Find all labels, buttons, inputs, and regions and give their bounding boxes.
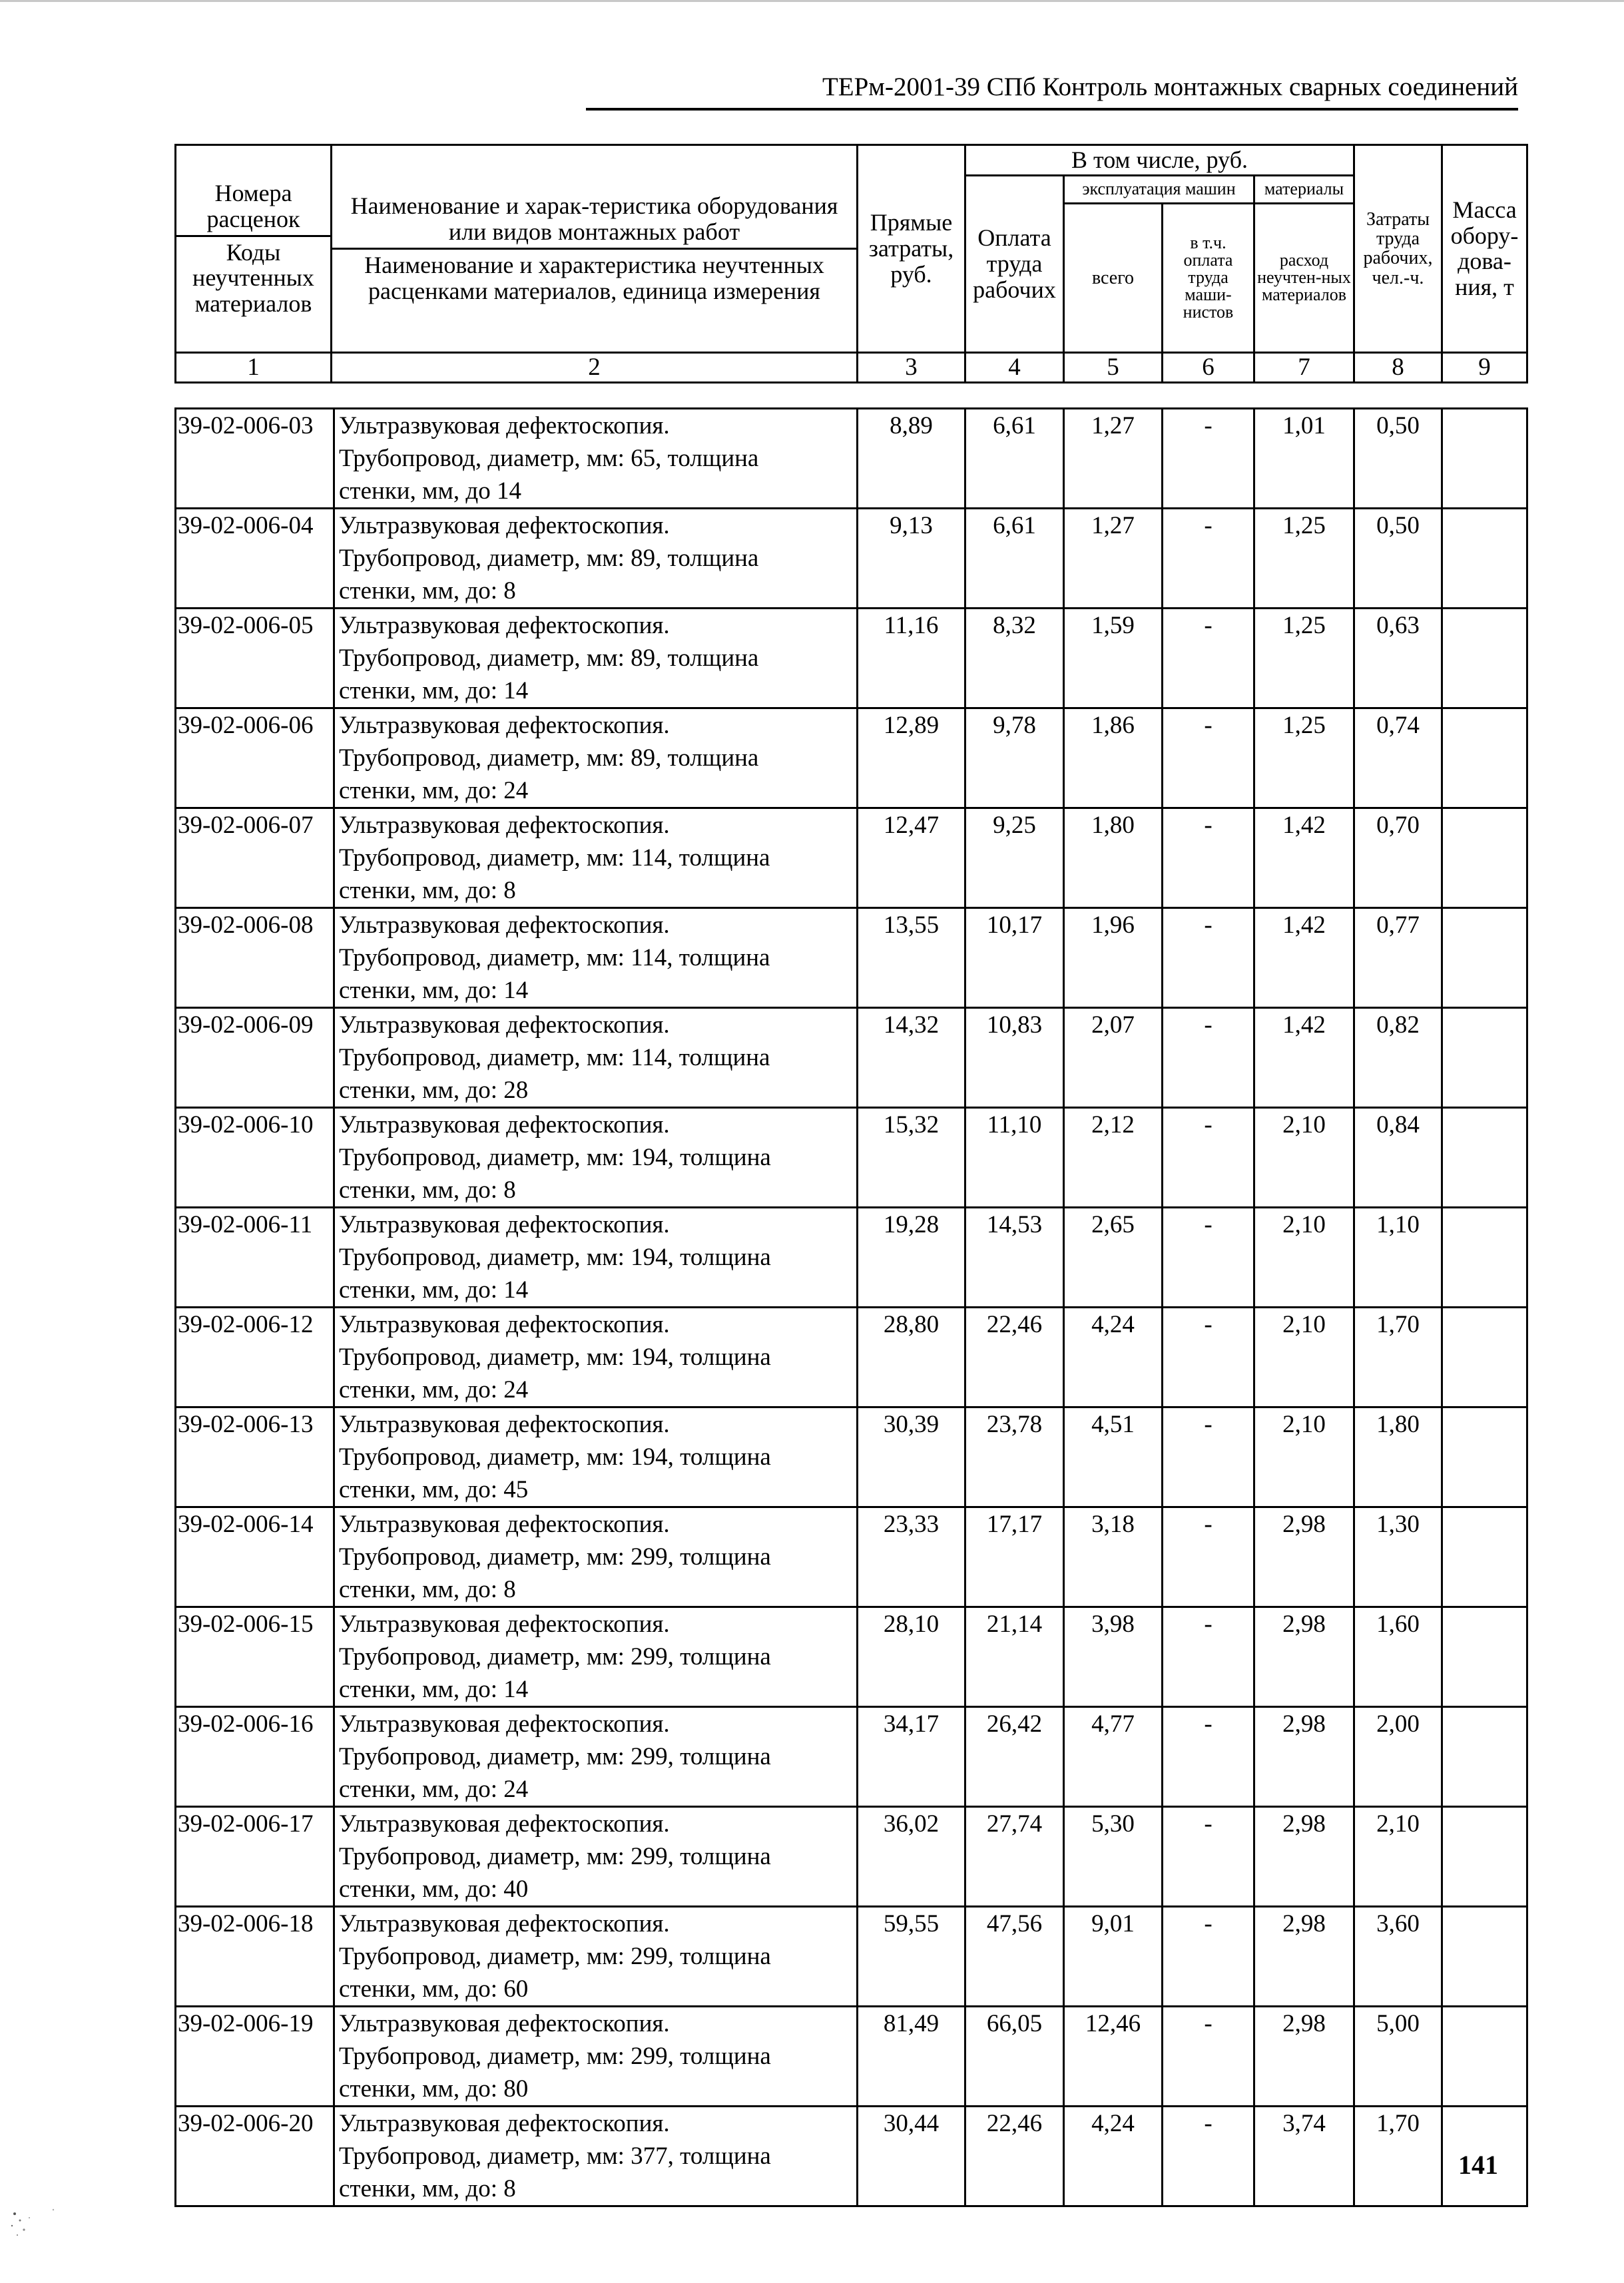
rate-row (176, 409, 1527, 509)
wage-pay-cell: 6,61 (965, 409, 1064, 509)
equipment-mass-cell (1442, 609, 1527, 708)
rate-description (334, 1507, 858, 1607)
description-line: стенки, мм, до: 60 (339, 1975, 529, 2003)
machine-operation-cell: 1,96 (1064, 908, 1163, 1008)
col-head-rate-numbers: Номера расценок Коды неучтенных материалов (176, 145, 332, 353)
description-line: Трубопровод, диаметр, мм: 299, толщина (339, 1743, 771, 1770)
labor-costs-cell: 1,30 (1354, 1507, 1442, 1607)
materials-cell: 1,25 (1254, 509, 1354, 609)
equipment-mass-cell (1442, 1607, 1527, 1707)
rate-code: 39-02-006-16 (176, 1707, 334, 1807)
equipment-mass-cell (1442, 409, 1527, 509)
direct-costs-cell: 28,80 (858, 1308, 965, 1407)
header-rule (586, 108, 1518, 111)
materials-cell: 2,10 (1254, 1208, 1354, 1308)
materials-cell: 2,98 (1254, 1507, 1354, 1607)
labor-costs-cell: 0,74 (1354, 708, 1442, 808)
direct-costs-cell: 15,32 (858, 1108, 965, 1208)
description-line: стенки, мм, до: 8 (339, 877, 516, 904)
column-number: 6 (1163, 352, 1254, 382)
page-number: 141 (1458, 2150, 1498, 2180)
description-line: Трубопровод, диаметр, мм: 194, толщина (339, 1443, 771, 1471)
machine-operation-cell: 4,24 (1064, 2107, 1163, 2206)
labor-costs-cell: 3,60 (1354, 1907, 1442, 2007)
description-line: Трубопровод, диаметр, мм: 114, толщина (339, 1044, 770, 1071)
equipment-mass-cell (1442, 808, 1527, 908)
machinist-pay-cell: - (1163, 708, 1254, 808)
col-head-wage-pay: Оплата труда рабочих (965, 175, 1064, 352)
rate-description (334, 1407, 858, 1507)
materials-cell: 2,10 (1254, 1407, 1354, 1507)
direct-costs-cell: 12,89 (858, 708, 965, 808)
description-line: Ультразвуковая дефектоскопия. (339, 2010, 670, 2037)
machine-operation-cell: 4,24 (1064, 1308, 1163, 1407)
machine-operation-cell: 4,77 (1064, 1707, 1163, 1807)
column-number: 9 (1442, 352, 1527, 382)
description-line: стенки, мм, до: 24 (339, 777, 529, 804)
labor-costs-cell: 0,50 (1354, 409, 1442, 509)
rate-row (176, 509, 1527, 609)
description-line: Ультразвуковая дефектоскопия. (339, 1111, 670, 1139)
machine-operation-cell: 2,07 (1064, 1008, 1163, 1108)
rate-description (334, 2007, 858, 2107)
direct-costs-cell: 13,55 (858, 908, 965, 1008)
rate-description (334, 2107, 858, 2206)
column-number-row (176, 352, 1527, 382)
description-line: Трубопровод, диаметр, мм: 299, толщина (339, 1643, 771, 1670)
wage-pay-cell: 21,14 (965, 1607, 1064, 1707)
rate-row (176, 1108, 1527, 1208)
materials-cell: 2,10 (1254, 1108, 1354, 1208)
description-line: Ультразвуковая дефектоскопия. (339, 2110, 670, 2137)
direct-costs-cell: 34,17 (858, 1707, 965, 1807)
description-line: Трубопровод, диаметр, мм: 299, толщина (339, 1943, 771, 1970)
machine-operation-cell: 1,86 (1064, 708, 1163, 808)
col-head-materials: материалы (1254, 175, 1354, 203)
rate-description (334, 1008, 858, 1108)
rate-code: 39-02-006-08 (176, 908, 334, 1008)
rate-row (176, 708, 1527, 808)
description-line: стенки, мм, до: 8 (339, 577, 516, 605)
rate-code: 39-02-006-09 (176, 1008, 334, 1108)
rate-row (176, 1208, 1527, 1308)
rate-description (334, 509, 858, 609)
equipment-mass-cell (1442, 1108, 1527, 1208)
rate-row (176, 1407, 1527, 1507)
machinist-pay-cell: - (1163, 1907, 1254, 2007)
rate-row (176, 2107, 1527, 2206)
equipment-mass-cell (1442, 2007, 1527, 2107)
description-line: стенки, мм, до: 8 (339, 1176, 516, 1204)
rate-code: 39-02-006-06 (176, 708, 334, 808)
description-line: стенки, мм, до: 24 (339, 1776, 529, 1803)
equipment-mass-cell (1442, 1407, 1527, 1507)
machinist-pay-cell: - (1163, 409, 1254, 509)
description-line: стенки, мм, до: 24 (339, 1376, 529, 1403)
machine-operation-cell: 12,46 (1064, 2007, 1163, 2107)
rate-row (176, 609, 1527, 708)
rate-code: 39-02-006-17 (176, 1807, 334, 1907)
col-head-including: В том числе, руб. (965, 145, 1354, 176)
wage-pay-cell: 27,74 (965, 1807, 1064, 1907)
description-line: Трубопровод, диаметр, мм: 377, толщина (339, 2143, 771, 2170)
wage-pay-cell: 26,42 (965, 1707, 1064, 1807)
col-head-machine-operation: эксплуатация машин (1064, 175, 1254, 203)
labor-costs-cell: 1,80 (1354, 1407, 1442, 1507)
description-line: Трубопровод, диаметр, мм: 299, толщина (339, 2043, 771, 2070)
machine-operation-cell: 3,18 (1064, 1507, 1163, 1607)
machinist-pay-cell: - (1163, 1607, 1254, 1707)
wage-pay-cell: 22,46 (965, 1308, 1064, 1407)
direct-costs-cell: 19,28 (858, 1208, 965, 1308)
rate-description (334, 1208, 858, 1308)
equipment-mass-cell (1442, 1308, 1527, 1407)
machinist-pay-cell: - (1163, 2007, 1254, 2107)
wage-pay-cell: 10,83 (965, 1008, 1064, 1108)
rate-row (176, 1308, 1527, 1407)
machinist-pay-cell: - (1163, 1208, 1254, 1308)
column-number: 7 (1254, 352, 1354, 382)
description-line: Трубопровод, диаметр, мм: 299, толщина (339, 1543, 771, 1571)
description-line: Ультразвуковая дефектоскопия. (339, 512, 670, 539)
equipment-mass-cell (1442, 1707, 1527, 1807)
labor-costs-cell: 0,82 (1354, 1008, 1442, 1108)
description-line: Трубопровод, диаметр, мм: 114, толщина (339, 844, 770, 872)
description-line: Ультразвуковая дефектоскопия. (339, 1211, 670, 1238)
equipment-mass-cell (1442, 509, 1527, 609)
labor-costs-cell: 0,70 (1354, 808, 1442, 908)
description-line: Ультразвуковая дефектоскопия. (339, 1910, 670, 1937)
labor-costs-cell: 1,70 (1354, 2107, 1442, 2206)
col-head-total: всего (1064, 203, 1163, 352)
rate-description (334, 1907, 858, 2007)
description-line: стенки, мм, до 14 (339, 477, 521, 505)
rates-table (174, 407, 1528, 2207)
materials-cell: 1,25 (1254, 708, 1354, 808)
column-number: 8 (1354, 352, 1442, 382)
labor-costs-cell: 0,84 (1354, 1108, 1442, 1208)
labor-costs-cell: 0,63 (1354, 609, 1442, 708)
description-line: Трубопровод, диаметр, мм: 65, толщина (339, 445, 759, 472)
description-line: Ультразвуковая дефектоскопия. (339, 1710, 670, 1738)
machine-operation-cell: 1,80 (1064, 808, 1163, 908)
rate-row (176, 908, 1527, 1008)
materials-cell: 2,98 (1254, 1807, 1354, 1907)
rate-code: 39-02-006-20 (176, 2107, 334, 2206)
machinist-pay-cell: - (1163, 808, 1254, 908)
column-number: 4 (965, 352, 1064, 382)
machine-operation-cell: 9,01 (1064, 1907, 1163, 2007)
rate-row (176, 1707, 1527, 1807)
direct-costs-cell: 14,32 (858, 1008, 965, 1108)
rate-row (176, 1807, 1527, 1907)
machinist-pay-cell: - (1163, 1807, 1254, 1907)
wage-pay-cell: 9,25 (965, 808, 1064, 908)
labor-costs-cell: 1,60 (1354, 1607, 1442, 1707)
labor-costs-cell: 1,70 (1354, 1308, 1442, 1407)
materials-cell: 2,98 (1254, 1907, 1354, 2007)
rate-row (176, 808, 1527, 908)
rate-description (334, 1807, 858, 1907)
rate-description (334, 409, 858, 509)
description-line: Ультразвуковая дефектоскопия. (339, 1611, 670, 1638)
running-header: ТЕРм-2001-39 СПб Контроль монтажных сварных соединений (822, 73, 1518, 101)
rate-description (334, 1607, 858, 1707)
col-head-name: Наименование и харак-теристика оборудования или видов монтажных работ Наименование и характеристика неучтенных расценками материалов, единица измерения (332, 145, 858, 353)
direct-costs-cell: 36,02 (858, 1807, 965, 1907)
materials-cell: 3,74 (1254, 2107, 1354, 2206)
equipment-mass-cell (1442, 1008, 1527, 1108)
materials-cell: 1,25 (1254, 609, 1354, 708)
wage-pay-cell: 11,10 (965, 1108, 1064, 1208)
direct-costs-cell: 81,49 (858, 2007, 965, 2107)
direct-costs-cell: 11,16 (858, 609, 965, 708)
rate-description (334, 1707, 858, 1807)
col-head-direct-costs: Прямые затраты, руб. (858, 145, 965, 353)
machine-operation-cell: 4,51 (1064, 1407, 1163, 1507)
description-line: стенки, мм, до: 45 (339, 1476, 529, 1503)
direct-costs-cell: 12,47 (858, 808, 965, 908)
rate-code: 39-02-006-10 (176, 1108, 334, 1208)
column-number: 5 (1064, 352, 1163, 382)
wage-pay-cell: 23,78 (965, 1407, 1064, 1507)
equipment-mass-cell (1442, 1807, 1527, 1907)
labor-costs-cell: 1,10 (1354, 1208, 1442, 1308)
description-line: Ультразвуковая дефектоскопия. (339, 1511, 670, 1538)
labor-costs-cell: 5,00 (1354, 2007, 1442, 2107)
rate-description (334, 1108, 858, 1208)
description-line: Трубопровод, диаметр, мм: 194, толщина (339, 1344, 771, 1371)
description-line: Трубопровод, диаметр, мм: 89, толщина (339, 744, 759, 772)
wage-pay-cell: 10,17 (965, 908, 1064, 1008)
equipment-mass-cell (1442, 908, 1527, 1008)
description-line: Ультразвуковая дефектоскопия. (339, 812, 670, 839)
description-line: Трубопровод, диаметр, мм: 89, толщина (339, 644, 759, 672)
materials-cell: 1,01 (1254, 409, 1354, 509)
description-line: Трубопровод, диаметр, мм: 299, толщина (339, 1843, 771, 1870)
materials-cell: 2,98 (1254, 1707, 1354, 1807)
wage-pay-cell: 66,05 (965, 2007, 1064, 2107)
materials-cell: 1,42 (1254, 1008, 1354, 1108)
equipment-mass-cell (1442, 1208, 1527, 1308)
rate-row (176, 1607, 1527, 1707)
rate-description (334, 1308, 858, 1407)
page-top-edge (0, 0, 1624, 2)
materials-cell: 2,98 (1254, 2007, 1354, 2107)
description-line: Ультразвуковая дефектоскопия. (339, 911, 670, 939)
machine-operation-cell: 3,98 (1064, 1607, 1163, 1707)
rate-code: 39-02-006-12 (176, 1308, 334, 1407)
column-header-table (174, 144, 1528, 383)
rate-description (334, 708, 858, 808)
direct-costs-cell: 30,44 (858, 2107, 965, 2206)
description-line: стенки, мм, до: 8 (339, 2175, 516, 2202)
col-head-labor-costs: Затраты труда рабочих, чел.-ч. (1354, 145, 1442, 353)
col-head-equipment-mass: Масса обору-дова-ния, т (1442, 145, 1527, 353)
rate-row (176, 1507, 1527, 1607)
machine-operation-cell: 1,59 (1064, 609, 1163, 708)
machine-operation-cell: 5,30 (1064, 1807, 1163, 1907)
direct-costs-cell: 59,55 (858, 1907, 965, 2007)
wage-pay-cell: 9,78 (965, 708, 1064, 808)
equipment-mass-cell (1442, 1907, 1527, 2007)
materials-cell: 1,42 (1254, 808, 1354, 908)
description-line: Ультразвуковая дефектоскопия. (339, 1011, 670, 1039)
materials-cell: 2,98 (1254, 1607, 1354, 1707)
direct-costs-cell: 28,10 (858, 1607, 965, 1707)
column-number: 2 (332, 352, 858, 382)
col-head-machinist-pay: в т.ч. оплата труда маши-нистов (1163, 203, 1254, 352)
description-line: Ультразвуковая дефектоскопия. (339, 612, 670, 639)
direct-costs-cell: 23,33 (858, 1507, 965, 1607)
machinist-pay-cell: - (1163, 1308, 1254, 1407)
description-line: стенки, мм, до: 14 (339, 1276, 529, 1304)
description-line: Ультразвуковая дефектоскопия. (339, 412, 670, 439)
description-line: стенки, мм, до: 28 (339, 1077, 529, 1104)
rate-code: 39-02-006-19 (176, 2007, 334, 2107)
wage-pay-cell: 17,17 (965, 1507, 1064, 1607)
description-line: стенки, мм, до: 40 (339, 1876, 529, 1903)
description-line: Ультразвуковая дефектоскопия. (339, 1810, 670, 1838)
col-head-unaccounted-materials: расход неучтен-ных материалов (1254, 203, 1354, 352)
description-line: стенки, мм, до: 14 (339, 977, 529, 1004)
description-line: Ультразвуковая дефектоскопия. (339, 712, 670, 739)
machinist-pay-cell: - (1163, 509, 1254, 609)
rate-description (334, 609, 858, 708)
rate-code: 39-02-006-13 (176, 1407, 334, 1507)
machinist-pay-cell: - (1163, 2107, 1254, 2206)
rate-code: 39-02-006-07 (176, 808, 334, 908)
rate-code: 39-02-006-11 (176, 1208, 334, 1308)
description-line: стенки, мм, до: 80 (339, 2075, 529, 2103)
rate-row (176, 2007, 1527, 2107)
labor-costs-cell: 2,00 (1354, 1707, 1442, 1807)
labor-costs-cell: 2,10 (1354, 1807, 1442, 1907)
description-line: Ультразвуковая дефектоскопия. (339, 1411, 670, 1438)
machinist-pay-cell: - (1163, 1507, 1254, 1607)
rate-code: 39-02-006-04 (176, 509, 334, 609)
direct-costs-cell: 8,89 (858, 409, 965, 509)
machinist-pay-cell: - (1163, 1707, 1254, 1807)
description-line: Трубопровод, диаметр, мм: 194, толщина (339, 1144, 771, 1171)
rate-description (334, 908, 858, 1008)
machine-operation-cell: 2,65 (1064, 1208, 1163, 1308)
wage-pay-cell: 8,32 (965, 609, 1064, 708)
description-line: стенки, мм, до: 8 (339, 1576, 516, 1603)
machine-operation-cell: 2,12 (1064, 1108, 1163, 1208)
wage-pay-cell: 47,56 (965, 1907, 1064, 2007)
machine-operation-cell: 1,27 (1064, 409, 1163, 509)
materials-cell: 1,42 (1254, 908, 1354, 1008)
rates-table-body (176, 409, 1527, 2206)
machinist-pay-cell: - (1163, 1108, 1254, 1208)
equipment-mass-cell (1442, 708, 1527, 808)
column-number: 3 (858, 352, 965, 382)
rate-description (334, 808, 858, 908)
machinist-pay-cell: - (1163, 1008, 1254, 1108)
machine-operation-cell: 1,27 (1064, 509, 1163, 609)
rate-code: 39-02-006-18 (176, 1907, 334, 2007)
rate-code: 39-02-006-05 (176, 609, 334, 708)
description-line: Трубопровод, диаметр, мм: 194, толщина (339, 1244, 771, 1271)
materials-cell: 2,10 (1254, 1308, 1354, 1407)
direct-costs-cell: 9,13 (858, 509, 965, 609)
equipment-mass-cell (1442, 1507, 1527, 1607)
scan-specks (7, 2200, 60, 2254)
wage-pay-cell: 22,46 (965, 2107, 1064, 2206)
rate-row (176, 1008, 1527, 1108)
machinist-pay-cell: - (1163, 908, 1254, 1008)
machinist-pay-cell: - (1163, 609, 1254, 708)
rate-code: 39-02-006-03 (176, 409, 334, 509)
description-line: стенки, мм, до: 14 (339, 1676, 529, 1703)
direct-costs-cell: 30,39 (858, 1407, 965, 1507)
rate-code: 39-02-006-14 (176, 1507, 334, 1607)
labor-costs-cell: 0,77 (1354, 908, 1442, 1008)
labor-costs-cell: 0,50 (1354, 509, 1442, 609)
wage-pay-cell: 6,61 (965, 509, 1064, 609)
wage-pay-cell: 14,53 (965, 1208, 1064, 1308)
rate-code: 39-02-006-15 (176, 1607, 334, 1707)
description-line: стенки, мм, до: 14 (339, 677, 529, 704)
description-line: Трубопровод, диаметр, мм: 89, толщина (339, 545, 759, 572)
machinist-pay-cell: - (1163, 1407, 1254, 1507)
rate-row (176, 1907, 1527, 2007)
description-line: Трубопровод, диаметр, мм: 114, толщина (339, 944, 770, 971)
description-line: Ультразвуковая дефектоскопия. (339, 1311, 670, 1338)
column-number: 1 (176, 352, 332, 382)
